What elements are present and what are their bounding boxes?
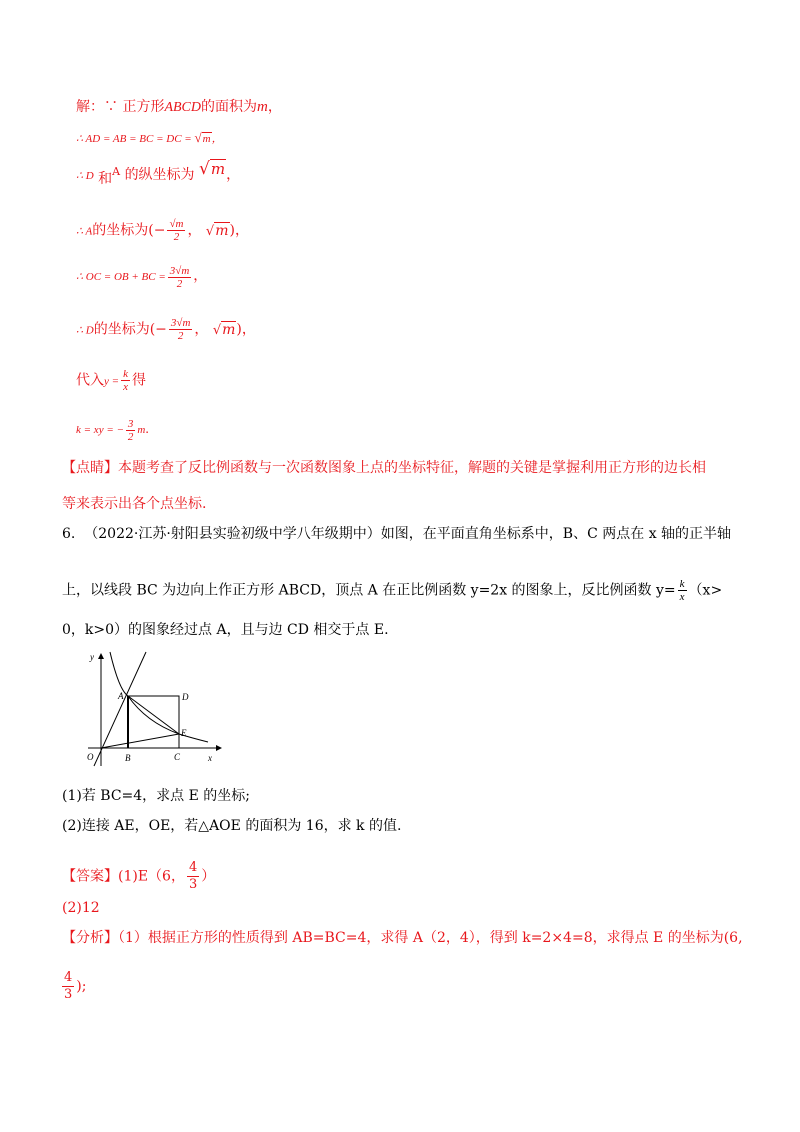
sqrt: √m xyxy=(212,321,236,338)
problem-source: （2022·江苏·射阳县实验初级中学八年级期中） xyxy=(84,526,381,542)
fraction: $\frac{3}{2}$ xyxy=(127,418,134,443)
text: ， xyxy=(226,167,241,183)
text: A xyxy=(112,165,121,178)
solution-line-3 xyxy=(76,159,241,187)
y-axis-arrow xyxy=(98,653,104,659)
fraction: $\frac{k}{x}$ xyxy=(123,368,128,393)
solution-line-6 xyxy=(76,317,256,342)
text: 的面积为 xyxy=(201,99,258,115)
problem-line-1 xyxy=(62,524,731,544)
text: 的坐标为(− xyxy=(93,321,167,338)
text: ， xyxy=(194,321,209,338)
text: )， xyxy=(236,321,256,338)
comment-line-1 xyxy=(62,458,706,478)
text: ， xyxy=(267,99,282,115)
label-d: D xyxy=(182,692,189,702)
text: (2)12 xyxy=(62,900,100,916)
text: . xyxy=(145,422,149,438)
text: ， xyxy=(193,269,208,285)
text: ∴ D xyxy=(76,170,94,182)
text: 的纵坐标为 xyxy=(124,167,195,183)
text: 0，k>0）的图象经过点 A，且与边 CD 相交于点 E. xyxy=(62,622,389,638)
text: m xyxy=(137,424,146,437)
answer-tag: 【答案】 xyxy=(62,868,118,885)
equation: k = xy = − xyxy=(76,424,124,437)
label-b: B xyxy=(125,753,131,763)
text: 代入 xyxy=(76,372,104,389)
text: ∴ A xyxy=(76,225,93,238)
text: （1）根据正方形的性质得到 AB=BC=4，求得 A（2，4），得到 k=2×4=8，求得点 E 的坐标为(6, xyxy=(118,930,743,946)
label-a: A xyxy=(118,691,124,701)
label-y: y xyxy=(90,652,94,662)
text: )， xyxy=(229,222,249,239)
text: 解：∵ 正方形 xyxy=(76,99,165,115)
text: m xyxy=(257,99,268,115)
analysis-tag: 【分析】 xyxy=(62,930,118,946)
segment-oe xyxy=(101,734,179,748)
text: ， xyxy=(211,133,223,145)
solution-line-5 xyxy=(76,265,207,290)
solution-line-2 xyxy=(76,128,223,149)
text: 的坐标为(− xyxy=(92,222,166,239)
text: (1)E（6， xyxy=(118,868,185,885)
text: y = xyxy=(104,375,120,388)
answer-line-2 xyxy=(62,898,100,918)
text: 等来表示出各个点坐标. xyxy=(62,496,207,512)
segment-ae xyxy=(128,696,179,734)
text: ∴ D xyxy=(76,324,94,337)
comment-line-2 xyxy=(62,494,206,514)
text: (2)连接 AE，OE，若△AOE 的面积为 16，求 k 的值. xyxy=(62,818,402,834)
fraction: $\frac{3√m}{2}$ xyxy=(169,265,190,290)
question-2 xyxy=(62,816,401,836)
equation: ∴ OC = OB + BC = xyxy=(76,271,166,284)
solution-line-7 xyxy=(76,368,146,393)
text: ABCD xyxy=(164,100,202,115)
sqrt: √m xyxy=(199,159,226,179)
problem-number: 6. xyxy=(62,526,76,542)
label-x: x xyxy=(208,753,212,763)
text: 和 xyxy=(98,171,113,187)
sqrt: √m xyxy=(194,130,211,145)
answer-line-1 xyxy=(62,860,215,893)
solution-line-4 xyxy=(76,218,249,243)
label-e: E xyxy=(181,728,187,738)
solution-line-8 xyxy=(76,418,149,443)
fraction: $\frac{3√m}{2}$ xyxy=(170,317,191,342)
text: (1)若 BC=4，求点 E 的坐标; xyxy=(62,788,251,804)
text: ); xyxy=(76,978,87,995)
equation: ∴ AD = AB = BC = DC = xyxy=(76,133,192,145)
fraction: $\frac{√m}{2}$ xyxy=(169,218,184,243)
sqrt: √m xyxy=(205,222,229,239)
hyperbola xyxy=(110,652,208,742)
analysis-line-1 xyxy=(62,928,743,948)
text: 得 xyxy=(131,372,146,389)
text: ） xyxy=(201,868,216,885)
analysis-line-2 xyxy=(62,970,86,1003)
x-axis-arrow xyxy=(216,745,222,751)
text: 上，以线段 BC 为边向上作正方形 ABCD，顶点 A 在正比例函数 y=2x 的图象上，反比例函数 y= xyxy=(62,582,676,599)
coordinate-figure xyxy=(84,650,229,770)
fraction: $\frac{k}{x}$ xyxy=(679,578,685,603)
text: ， xyxy=(187,222,202,239)
fraction: $\frac{4}{3}$ xyxy=(64,970,73,1002)
label-o: O xyxy=(87,752,94,762)
square-abcd xyxy=(128,696,179,748)
label-c: C xyxy=(174,752,181,762)
solution-line-1 xyxy=(76,97,282,118)
problem-line-3 xyxy=(62,620,389,640)
text: 如图，在平面直角坐标系中，B、C 两点在 x 轴的正半轴 xyxy=(380,526,732,542)
text: （x> xyxy=(688,582,723,599)
problem-line-2 xyxy=(62,578,722,603)
question-1 xyxy=(62,786,250,806)
comment-tag: 【点睛】 xyxy=(62,460,118,476)
fraction: $\frac{4}{3}$ xyxy=(188,860,198,892)
text: 本题考查了反比例函数与一次函数图象上点的坐标特征，解题的关键是掌握利用正方形的边长相 xyxy=(118,460,706,476)
